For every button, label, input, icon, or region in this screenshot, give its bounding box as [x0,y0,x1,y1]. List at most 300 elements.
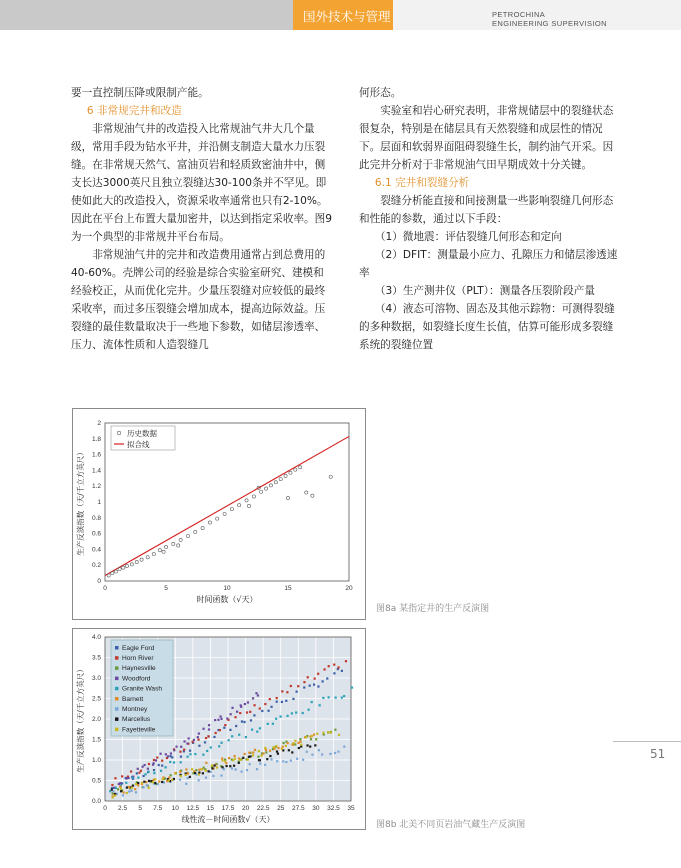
data-point [253,714,255,716]
x-tick-label: 5 [138,805,142,812]
data-point [122,566,125,569]
data-point [111,796,113,798]
data-point [135,791,137,793]
data-point [180,746,182,748]
data-point [173,749,175,751]
data-point [309,685,311,687]
data-point [148,780,150,782]
data-point [202,754,204,756]
header-band [0,0,293,30]
data-point [305,491,308,494]
y-tick-label: 1 [97,499,101,506]
data-point [313,684,315,686]
data-point [270,758,272,760]
data-point [289,471,292,474]
data-point [282,746,284,748]
data-point [275,718,277,720]
data-point [210,771,212,773]
data-point [338,734,340,736]
y-tick-label: 2.5 [91,695,101,703]
data-point [238,762,240,764]
data-point [341,670,343,672]
data-point [306,744,308,746]
legend-label: Fayetteville [122,726,156,734]
x-tick-label: 17.5 [221,805,235,812]
legend-marker [115,728,119,732]
data-point [269,484,272,487]
data-point [143,775,145,777]
data-point [208,724,210,726]
data-point [277,747,279,749]
data-point [239,712,241,714]
data-point [148,763,150,765]
data-point [252,697,254,699]
data-point [185,768,187,770]
data-point [281,701,283,703]
legend-label: Marcellus [122,716,151,724]
data-point [246,769,248,771]
y-tick-label: 2.0 [91,716,101,723]
y-axis-title: 生产反演指数（天/千立方英尺） [76,448,85,556]
data-point [185,783,187,785]
data-point [217,719,219,721]
data-point [317,685,319,687]
data-point [158,780,160,782]
data-point [136,772,138,774]
data-point [267,723,269,725]
data-point [211,764,213,766]
data-point [155,759,157,761]
data-point [205,777,207,779]
data-point [299,738,301,740]
x-tick-label: 12.5 [186,805,200,812]
legend-label: Montney [122,706,148,713]
data-point [296,691,298,693]
data-point [223,512,226,515]
legend-marker [115,707,119,711]
x-tick-label: 27.5 [291,805,305,812]
data-point [229,729,231,731]
data-point [252,754,254,756]
data-point [319,704,321,706]
data-point [265,751,267,753]
data-point [137,782,139,784]
legend-label: 拟合线 [127,440,150,449]
data-point [303,681,305,683]
data-point [314,678,316,680]
data-point [233,755,235,757]
data-point [194,772,196,774]
data-point [207,770,209,772]
data-point [282,760,284,762]
data-point [262,752,264,754]
legend-marker [115,697,119,701]
x-tick-label: 10 [171,805,179,812]
data-point [142,766,144,768]
y-tick-label: 1.8 [91,435,101,443]
data-point [235,768,237,770]
data-point [281,690,283,692]
y-tick-label: 1.6 [91,451,101,459]
data-point [143,781,145,783]
x-tick-label: 15 [284,585,292,592]
data-point [134,788,136,790]
data-point [259,762,261,764]
data-point [307,709,309,711]
data-point [256,731,258,733]
data-point [145,781,147,783]
figure-caption: 图8a 某指定井的生产反演图 [376,604,490,614]
data-point [183,749,185,751]
data-point [274,481,277,484]
data-point [130,770,132,772]
data-point [153,769,155,771]
data-point [219,715,221,717]
data-point [210,746,212,748]
data-point [165,753,167,755]
x-axis-title: 线性流－时间函数√（天） [181,815,275,824]
data-point [144,764,146,766]
data-point [235,725,237,727]
data-point [167,755,169,757]
data-point [292,698,294,700]
y-tick-label: 1.0 [91,757,101,764]
data-point [137,784,139,786]
data-point [266,758,268,760]
legend-label: Horn River [122,655,154,662]
y-tick-label: 3.5 [91,654,101,662]
data-point [223,768,225,770]
data-point [193,739,195,741]
data-point [115,787,117,789]
data-point [272,723,274,725]
data-point [220,742,222,744]
data-point [251,729,253,731]
data-point [302,759,304,761]
data-point [214,719,216,721]
data-point [128,790,130,792]
data-point [296,758,298,760]
data-point [180,761,182,763]
y-tick-label: 0.5 [91,777,101,785]
data-point [311,701,313,703]
data-point [137,777,139,779]
data-point [207,735,209,737]
data-point [179,751,181,753]
data-point [247,504,250,507]
data-point [180,775,182,777]
data-point [179,771,181,773]
data-point [286,715,288,717]
data-point [216,517,219,520]
data-point [281,748,283,750]
data-point [264,487,267,490]
data-point [114,777,116,779]
data-point [130,790,132,792]
data-point [153,759,155,761]
data-point [322,697,324,699]
data-point [255,692,257,694]
data-point [256,768,258,770]
data-point [122,791,124,793]
data-point [211,767,213,769]
legend-marker [115,677,119,681]
data-point [119,782,121,784]
list-item: （4）液态可溶物、固态及其他示踪物：可测得裂缝的多种数据，如裂缝长度生长值，估算可能形成多裂缝系统的裂缝位置 [359,303,615,351]
journal-title-line2: ENGINEERING SUPERVISION [492,19,607,28]
data-point [334,752,336,754]
x-tick-label: 25 [277,805,285,812]
data-point [231,707,233,709]
data-point [194,530,197,533]
data-point [343,695,345,697]
data-point [297,685,299,687]
data-point [244,753,246,755]
data-point [117,788,119,790]
right-column [359,84,621,354]
y-tick-label: 1.5 [91,736,101,744]
chart-8a [73,409,365,619]
data-point [260,490,263,493]
data-point [156,756,158,758]
data-point [221,759,223,761]
left-column [71,84,333,354]
data-point [287,742,289,744]
x-tick-label: 7.5 [153,805,163,812]
data-point [247,758,249,760]
data-point [144,773,146,775]
data-point [234,758,236,760]
x-tick-label: 20 [345,585,353,592]
y-tick-label: 1.4 [91,467,101,475]
data-point [228,739,230,741]
data-point [297,742,299,744]
data-point [238,504,241,507]
data-point [161,760,163,762]
data-point [300,744,302,746]
data-point [316,733,318,735]
data-point [170,752,172,754]
data-point [272,746,274,748]
data-point [305,736,307,738]
data-point [310,738,312,740]
list-item: （3）生产测井仪（PLT）：测量各压裂阶段产量 [374,285,595,297]
legend [111,426,175,450]
data-point [236,711,238,713]
data-point [121,775,123,777]
data-point [153,772,155,774]
data-point [322,732,324,734]
data-point [314,744,316,746]
data-point [282,742,284,744]
data-point [307,676,309,678]
data-point [241,771,243,773]
data-point [231,735,233,737]
data-point [269,755,271,757]
data-point [126,792,128,794]
y-axis-title: 生产反演指数（天/千立方英尺） [76,665,85,773]
data-point [306,751,308,753]
data-point [162,550,165,553]
data-point [330,732,332,734]
data-point [142,786,144,788]
data-point [226,765,228,767]
data-point [226,717,228,719]
data-point [215,732,217,734]
data-point [114,570,117,573]
data-point [249,711,251,713]
data-point [351,686,353,688]
data-point [146,556,149,559]
data-point [250,719,252,721]
data-point [138,772,140,774]
data-point [258,750,260,752]
legend-label: Barnett [122,695,144,703]
data-point [286,496,289,499]
data-point [322,680,324,682]
data-point [284,474,287,477]
data-point [168,779,170,781]
data-point [261,710,263,712]
data-point [111,784,113,786]
data-point [313,734,315,736]
data-point [114,794,116,796]
legend-label: Granite Wash [122,685,163,693]
figure-8b [72,628,366,830]
data-point [177,544,180,547]
data-point [126,786,128,788]
x-tick-label: 0 [103,805,107,812]
data-point [311,494,314,497]
x-tick-label: 10 [223,585,231,592]
data-point [204,741,206,743]
data-point [257,694,259,696]
legend-marker [115,717,119,721]
y-tick-label: 0.6 [91,530,101,538]
x-tick-label: 0 [103,585,107,592]
journal-title-line1: PETROCHINA [492,10,546,19]
data-point [234,716,236,718]
data-point [239,759,241,761]
data-point [254,749,256,751]
data-point [120,788,122,790]
data-point [337,666,339,668]
y-tick-label: 0.2 [91,562,101,570]
data-point [170,774,172,776]
x-tick-label: 15 [206,805,215,812]
x-tick-label: 32.5 [327,805,340,812]
x-tick-label: 2.5 [118,805,128,812]
y-tick-label: 4.0 [91,634,101,641]
data-point [186,756,188,758]
data-point [245,736,247,738]
data-point [173,761,175,763]
data-point [202,772,204,774]
data-point [135,783,137,785]
data-point [334,729,336,731]
journal-band [393,0,681,30]
legend-label: 历史数据 [127,429,157,438]
x-tick-label: 30 [312,805,320,812]
paragraph: 实验室和岩心研究表明，非常规储层中的裂缝状态很复杂，特别是在储层具有天然裂缝和成层性的情况下。层面和软弱界面阻碍裂缝生长，制约油气开采。因此完井分析对于非常规油气田早期成效十分关键。 [359,105,614,171]
data-point [172,542,175,545]
paragraph: 非常规油气井的改造投入比常规油气井大几个量级，常用手段为钻水平井，并沿侧支制造大量水力压裂缝。在非常规天然气、富油页岩和轻质致密油井中，侧支长达3000英尺且独立裂缝达30-100条并不罕见。即使如此大的改造投入，资源采收率通常也只有2-10%。因此在平台上布置大量加密井，以达到指定采收率。图9为一个典型的非常规井平台布局。 [71,123,332,243]
data-point [311,735,313,737]
data-point [141,782,143,784]
data-point [224,724,226,726]
data-point [213,764,215,766]
data-point [188,737,190,739]
legend-marker [115,666,119,670]
data-point [230,713,232,715]
data-point [333,672,335,674]
data-point [309,745,311,747]
data-point [201,768,203,770]
data-point [245,499,248,502]
data-point [189,753,191,755]
section-heading: 6.1 完井和裂缝分析 [374,177,470,189]
data-point [171,756,173,758]
data-point [189,776,191,778]
data-point [231,767,233,769]
data-point [277,753,279,755]
data-point [264,764,266,766]
data-point [191,768,193,770]
data-point [276,750,278,752]
data-point [328,665,330,667]
data-point [175,746,177,748]
data-point [201,526,204,529]
data-point [127,777,129,779]
data-point [137,768,139,770]
data-point [259,707,261,709]
legend-marker [115,646,119,650]
data-point [229,765,231,767]
data-point [169,761,171,763]
data-point [131,786,133,788]
data-point [341,697,343,699]
section-heading: 6 非常规完井和改造 [86,105,182,117]
data-point [205,737,207,739]
list-item: （1）微地震：评估裂缝几何形态和定向 [374,231,562,243]
y-tick-label: 0.8 [91,514,101,522]
data-point [329,753,331,755]
legend-marker [115,687,119,691]
y-tick-label: 3.0 [91,675,101,682]
y-tick-label: 2 [97,420,101,427]
x-axis-title: 时间函数（√天） [196,595,258,604]
data-point [279,477,282,480]
data-point [288,749,290,751]
legend-label: Haynesville [122,665,156,673]
data-point [152,781,154,783]
x-tick-label: 22.5 [256,805,270,812]
figure-caption: 图8b 北美不同页岩油气藏生产反演图 [376,820,526,830]
data-point [154,782,156,784]
data-point [118,568,121,571]
data-point [244,703,246,705]
data-point [243,721,245,723]
data-point [285,700,287,702]
data-point [140,558,143,561]
data-point [252,751,254,753]
x-tick-label: 20 [241,805,250,812]
data-point [111,572,114,575]
data-point [285,745,287,747]
data-point [317,673,319,675]
data-point [197,736,199,738]
data-point [290,759,292,761]
